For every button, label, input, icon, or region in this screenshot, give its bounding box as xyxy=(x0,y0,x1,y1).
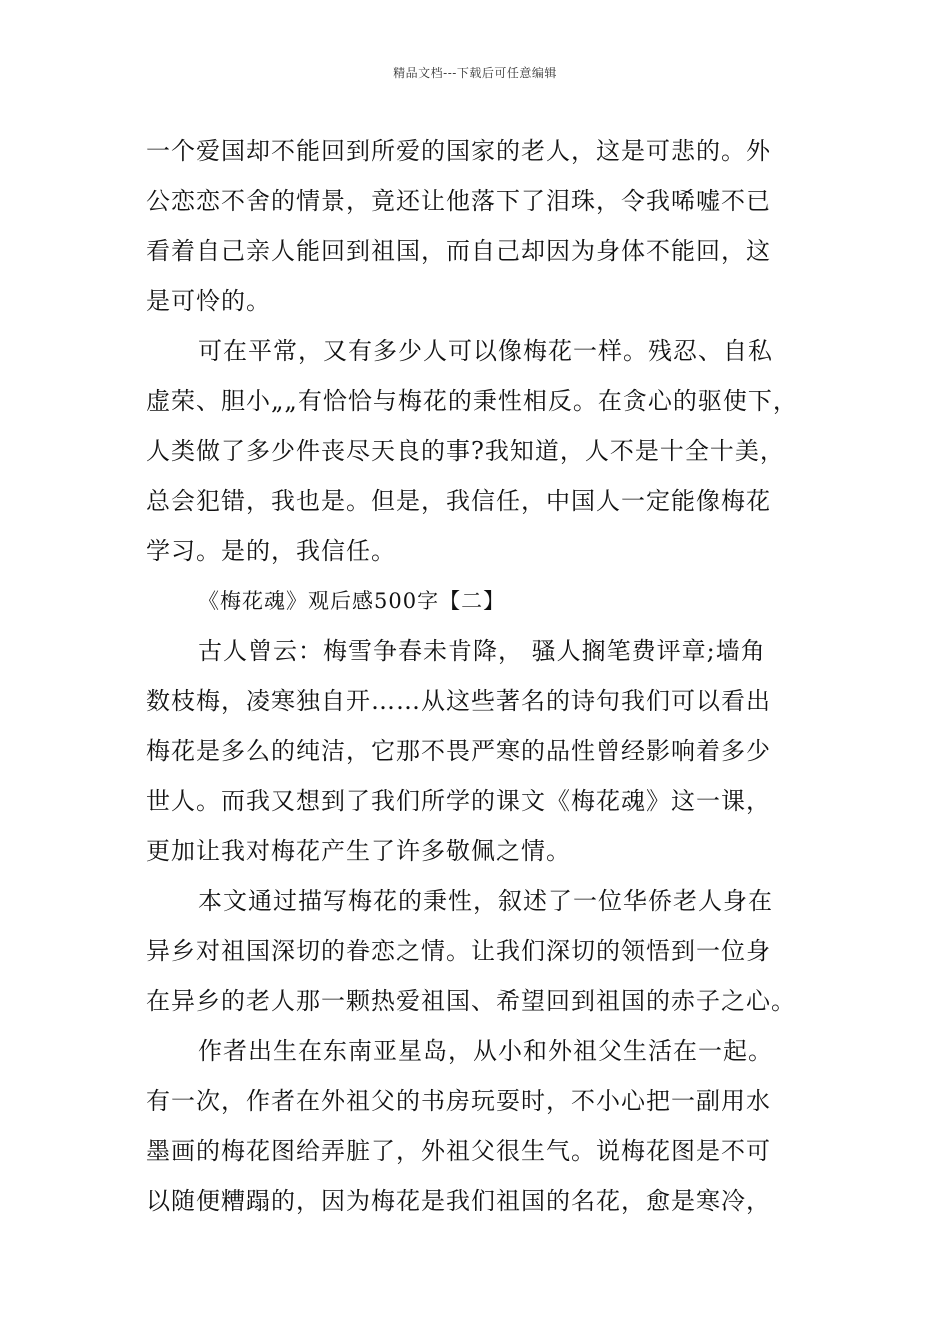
text-line: 异乡对祖国深切的眷恋之情。让我们深切的领悟到一位身 xyxy=(146,937,771,965)
text-line: 一个爱国却不能回到所爱的国家的老人，这是可悲的。外 xyxy=(146,137,771,165)
text-line: 世人。而我又想到了我们所学的课文《梅花魂》这一课， xyxy=(146,787,771,815)
text-line: 是可怜的。 xyxy=(146,287,271,315)
text-line: 公恋恋不舍的情景，竟还让他落下了泪珠，令我唏嘘不已 xyxy=(146,187,771,215)
text-line: 总会犯错，我也是。但是，我信任，中国人一定能像梅花 xyxy=(146,487,771,515)
text-line: 梅花是多么的纯洁，它那不畏严寒的品性曾经影响着多少 xyxy=(146,737,771,765)
paragraph-start-line: 可在平常，又有多少人可以像梅花一样。残忍、自私 xyxy=(198,337,773,365)
paragraph-start-line: 作者出生在东南亚星岛，从小和外祖父生活在一起。 xyxy=(198,1037,773,1065)
text-line: 虚荣、胆小„„有恰恰与梅花的秉性相反。在贪心的驱使下， xyxy=(146,387,798,415)
text-line: 在异乡的老人那一颗热爱祖国、希望回到祖国的赤子之心。 xyxy=(146,987,796,1015)
paragraph-start-line: 本文通过描写梅花的秉性，叙述了一位华侨老人身在 xyxy=(198,887,773,915)
text-line: 有一次，作者在外祖父的书房玩耍时，不小心把一副用水 xyxy=(146,1087,771,1115)
text-line: 以随便糟蹋的，因为梅花是我们祖国的名花，愈是寒冷， xyxy=(146,1187,771,1215)
page-header: 精品文档---下载后可任意编辑 xyxy=(393,66,557,80)
text-line: 数枝梅，凌寒独自开……从这些著名的诗句我们可以看出 xyxy=(146,687,771,715)
text-line: 更加让我对梅花产生了许多敬佩之情。 xyxy=(146,837,571,865)
text-line: 人类做了多少件丧尽天良的事?我知道，人不是十全十美， xyxy=(146,437,785,465)
text-line: 看着自己亲人能回到祖国，而自己却因为身体不能回，这 xyxy=(146,237,771,265)
document-body xyxy=(146,126,826,1226)
section-heading: 《梅花魂》观后感500字【二】 xyxy=(198,589,506,613)
text-line: 学习。是的，我信任。 xyxy=(146,537,396,565)
paragraph-start-line: 古人曾云：梅雪争春未肯降， 骚人搁笔费评章;墙角 xyxy=(198,637,766,665)
text-line: 墨画的梅花图给弄脏了，外祖父很生气。说梅花图是不可 xyxy=(146,1137,771,1165)
